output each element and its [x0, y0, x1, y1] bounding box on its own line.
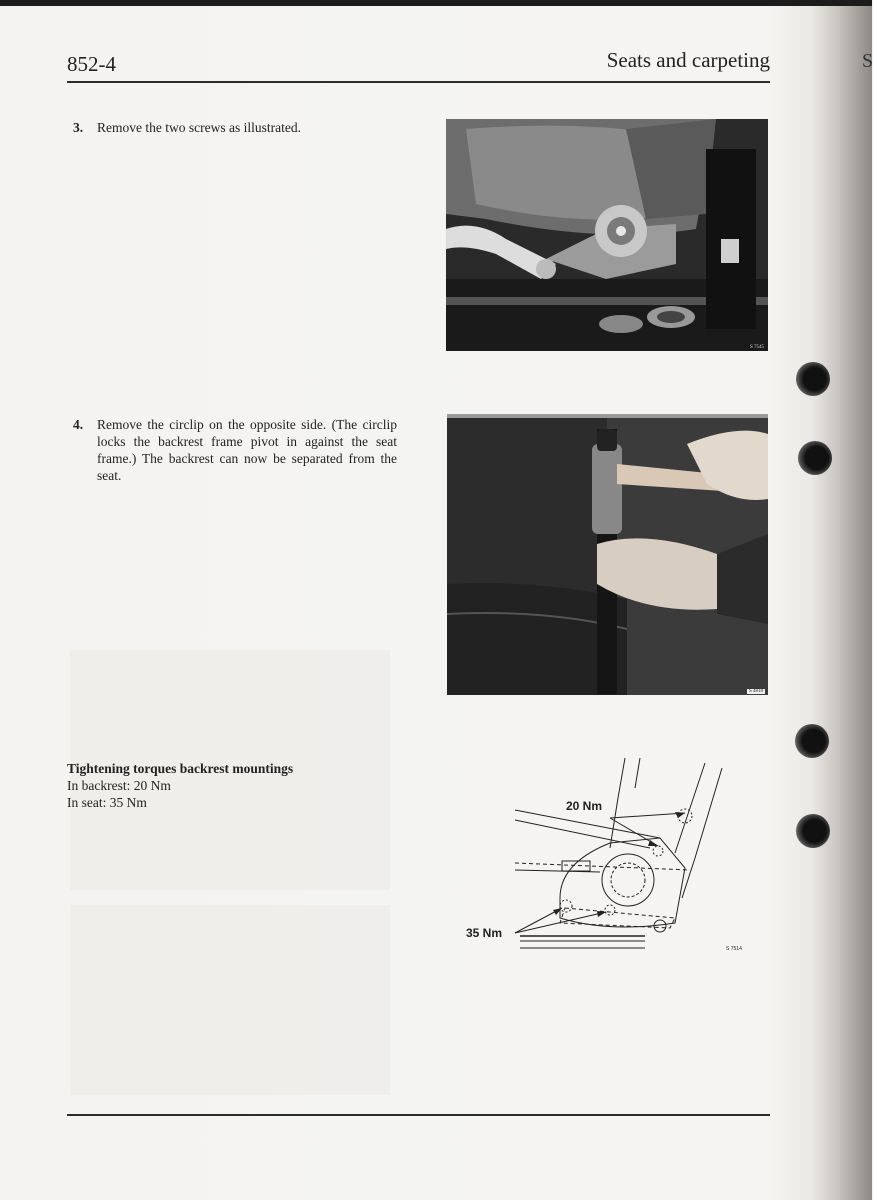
torque-seat: In seat: 35 Nm — [67, 795, 147, 810]
bleed-through-mark — [70, 905, 390, 1095]
binder-hole — [795, 724, 829, 758]
footer-rule — [67, 1114, 770, 1116]
step-text: Remove the two screws as illustrated. — [97, 120, 301, 135]
page-number: 852-4 — [67, 52, 116, 76]
torque-spec — [67, 760, 293, 811]
binder-hole — [798, 441, 832, 475]
step-number: 3. — [73, 120, 84, 135]
step-number: 4. — [73, 417, 84, 432]
label-35nm: 35 Nm — [466, 926, 503, 940]
label-20nm: 20 Nm — [566, 799, 603, 813]
binder-hole — [796, 362, 830, 396]
photo-code: S 7545 — [749, 345, 764, 350]
section-title: Seats and carpeting — [606, 48, 770, 72]
next-page-edge-letter: S — [862, 50, 873, 72]
binder-hole — [796, 814, 830, 848]
torque-heading: Tightening torques backrest mountings — [67, 761, 294, 776]
photo-code: S 4818 — [748, 689, 763, 694]
diagram-code: S 7514 — [726, 946, 742, 952]
photo-seat-screws — [446, 119, 768, 351]
scan-top-edge — [0, 0, 872, 6]
torque-backrest: In backrest: 20 Nm — [67, 778, 171, 793]
torque-diagram — [460, 758, 760, 958]
step-text: Remove the circlip on the opposite side. (The circlip locks the backrest frame pivot in against the seat frame.) The backrest can now be separated from the seat. — [97, 417, 397, 483]
header-rule — [67, 81, 770, 83]
photo-circlip-removal — [447, 414, 768, 695]
